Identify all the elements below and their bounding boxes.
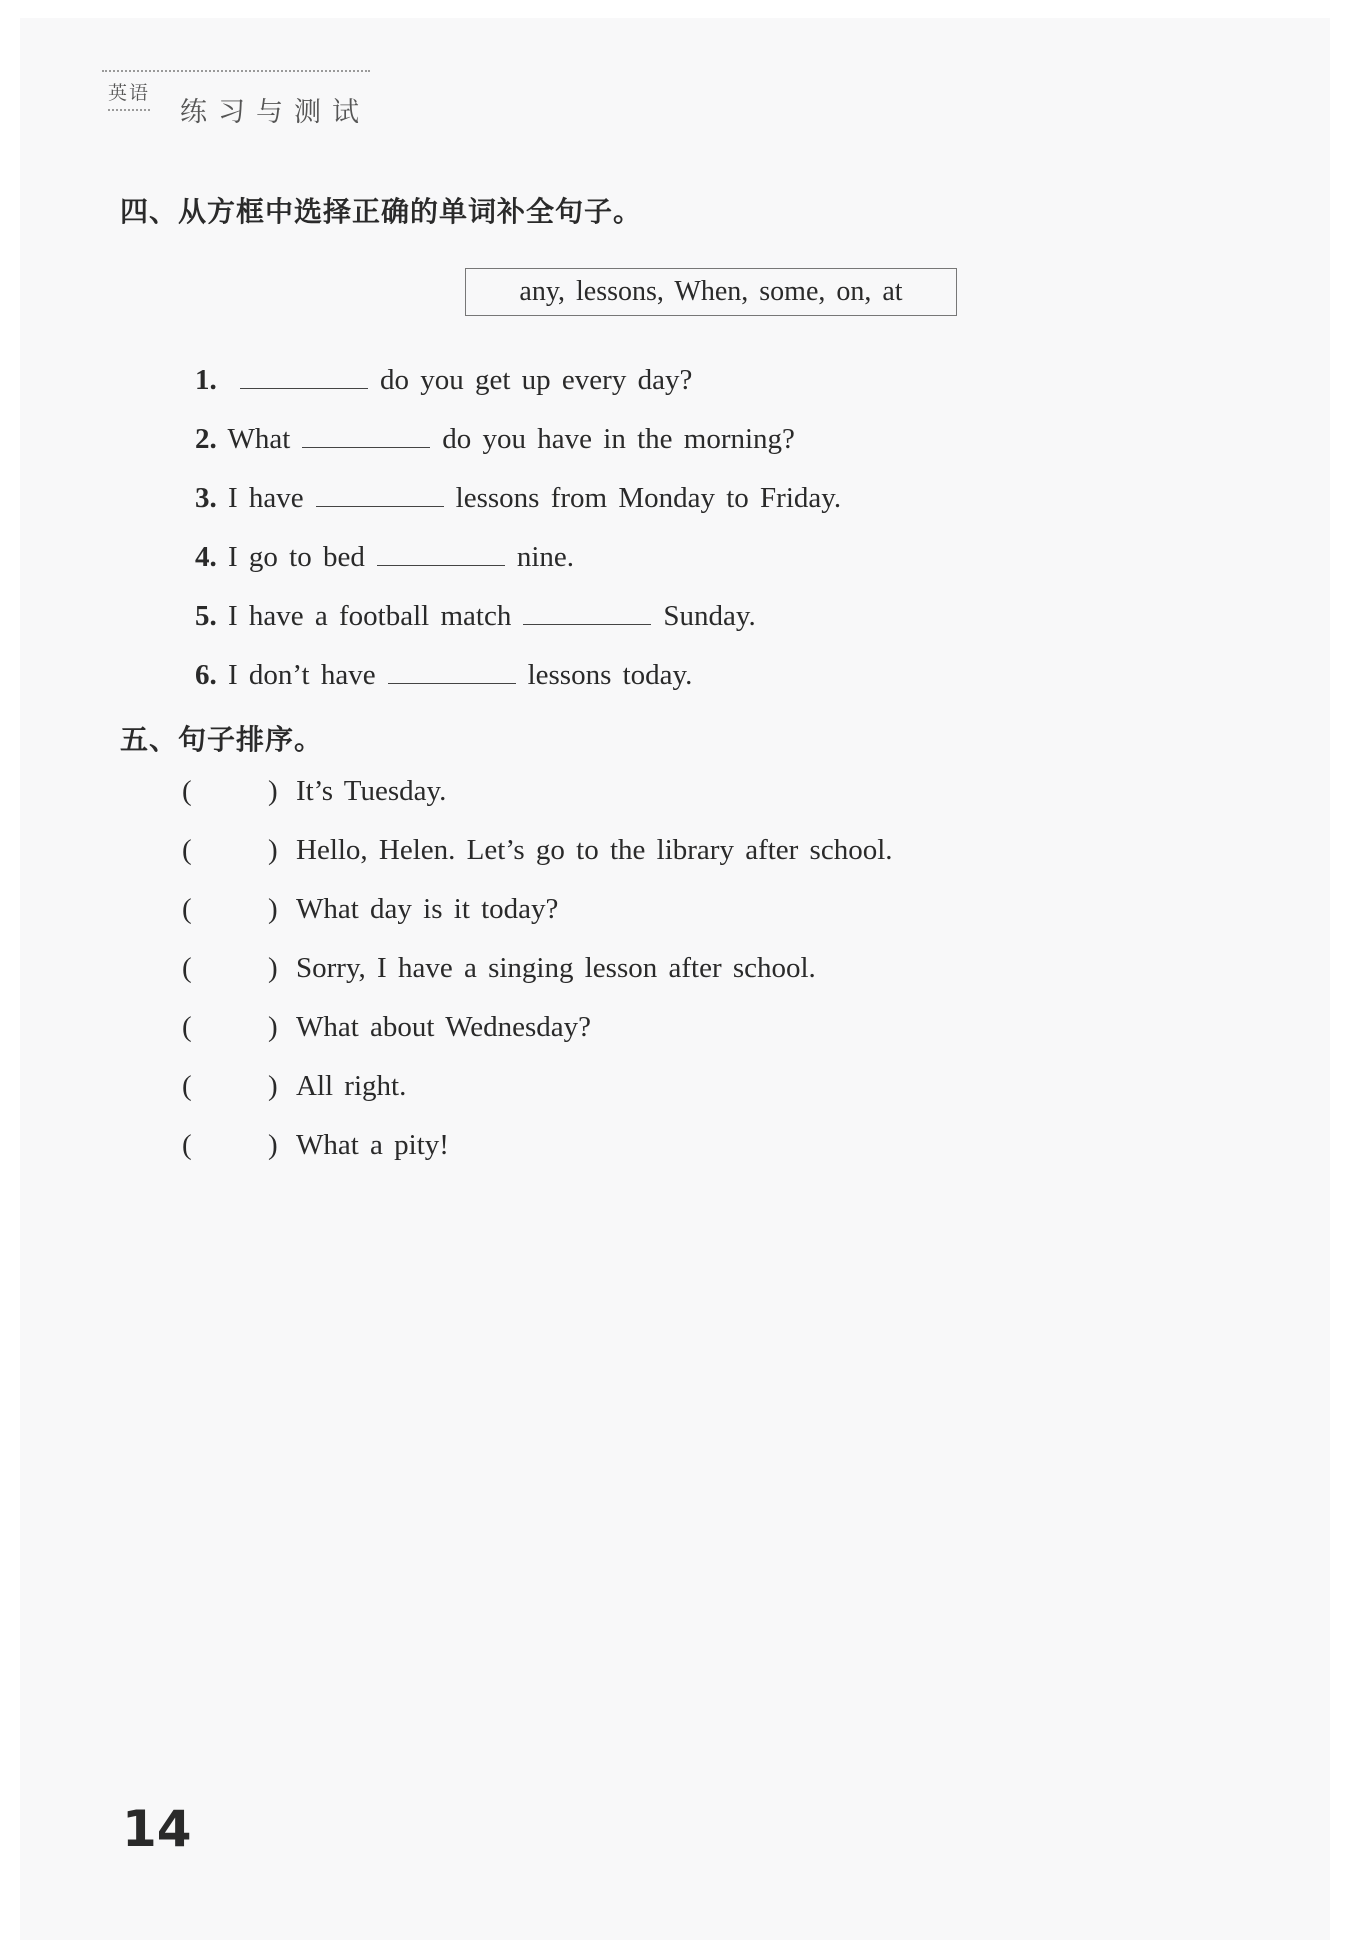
paren-close: ) — [268, 775, 278, 807]
item-number: 1. — [195, 364, 217, 397]
order-answer-paren[interactable]: ( — [182, 834, 192, 866]
order-sentence: What about Wednesday? — [296, 1011, 592, 1043]
item-text-before: I have — [228, 482, 304, 515]
item-text-before: What — [227, 423, 291, 456]
order-sentence: It’s Tuesday. — [296, 775, 447, 807]
order-answer-paren[interactable]: ( — [182, 893, 192, 925]
item-text-after: do you have in the morning? — [442, 423, 795, 456]
fill-item-5 — [195, 598, 756, 633]
item-text-before: I don’t have — [228, 659, 376, 692]
item-text-before: I go to bed — [228, 541, 365, 574]
item-number: 5. — [195, 600, 217, 633]
order-answer-paren[interactable]: ( — [182, 1011, 192, 1043]
section-4-heading: 四、从方框中选择正确的单词补全句子。 — [120, 195, 643, 228]
order-sentence: Hello, Helen. Let’s go to the library after school. — [296, 834, 893, 866]
order-item-3 — [182, 893, 558, 926]
item-number: 2. — [195, 423, 217, 456]
item-number: 4. — [195, 541, 217, 574]
order-item-5 — [182, 1011, 591, 1044]
item-text-after: lessons today. — [527, 659, 693, 692]
order-item-2 — [182, 834, 893, 867]
order-item-6 — [182, 1070, 406, 1103]
page-header — [102, 70, 370, 130]
order-answer-paren[interactable]: ( — [182, 952, 192, 984]
fill-item-1 — [195, 362, 692, 397]
order-item-1 — [182, 775, 446, 808]
item-text-after: do you get up every day? — [380, 364, 693, 397]
paren-close: ) — [268, 952, 278, 984]
header-book-title: 练习与测试 — [180, 97, 370, 128]
answer-blank-1[interactable] — [240, 362, 368, 389]
item-text-after: nine. — [516, 541, 575, 574]
item-text-after: lessons from Monday to Friday. — [455, 482, 842, 515]
answer-blank-6[interactable] — [388, 657, 516, 684]
order-answer-paren[interactable]: ( — [182, 775, 192, 807]
fill-item-3 — [195, 480, 841, 515]
paren-close: ) — [268, 1070, 278, 1102]
order-sentence: All right. — [296, 1070, 407, 1102]
order-answer-paren[interactable]: ( — [182, 1129, 192, 1161]
order-sentence: Sorry, I have a singing lesson after school. — [296, 952, 816, 984]
item-number: 6. — [195, 659, 217, 692]
answer-blank-5[interactable] — [523, 598, 651, 625]
header-subject: 英语 — [108, 78, 150, 111]
order-answer-paren[interactable]: ( — [182, 1070, 192, 1102]
item-number: 3. — [195, 482, 217, 515]
paren-close: ) — [268, 893, 278, 925]
page-number: 14 — [122, 1800, 192, 1858]
section-5-heading: 五、句子排序。 — [120, 723, 324, 756]
answer-blank-3[interactable] — [316, 480, 444, 507]
fill-item-4 — [195, 539, 574, 574]
order-item-4 — [182, 952, 816, 985]
order-sentence: What a pity! — [296, 1129, 449, 1161]
item-text-after: Sunday. — [663, 600, 756, 633]
answer-blank-4[interactable] — [377, 539, 505, 566]
answer-blank-2[interactable] — [302, 421, 430, 448]
order-item-7 — [182, 1129, 449, 1162]
paren-close: ) — [268, 1129, 278, 1161]
order-sentence: What day is it today? — [296, 893, 559, 925]
paren-close: ) — [268, 1011, 278, 1043]
item-text-before: I have a football match — [228, 600, 512, 633]
fill-item-6 — [195, 657, 692, 692]
header-dotted-line — [102, 70, 370, 72]
fill-item-2 — [195, 421, 795, 456]
word-choice-box: any, lessons, When, some, on, at — [465, 268, 957, 316]
paren-close: ) — [268, 834, 278, 866]
